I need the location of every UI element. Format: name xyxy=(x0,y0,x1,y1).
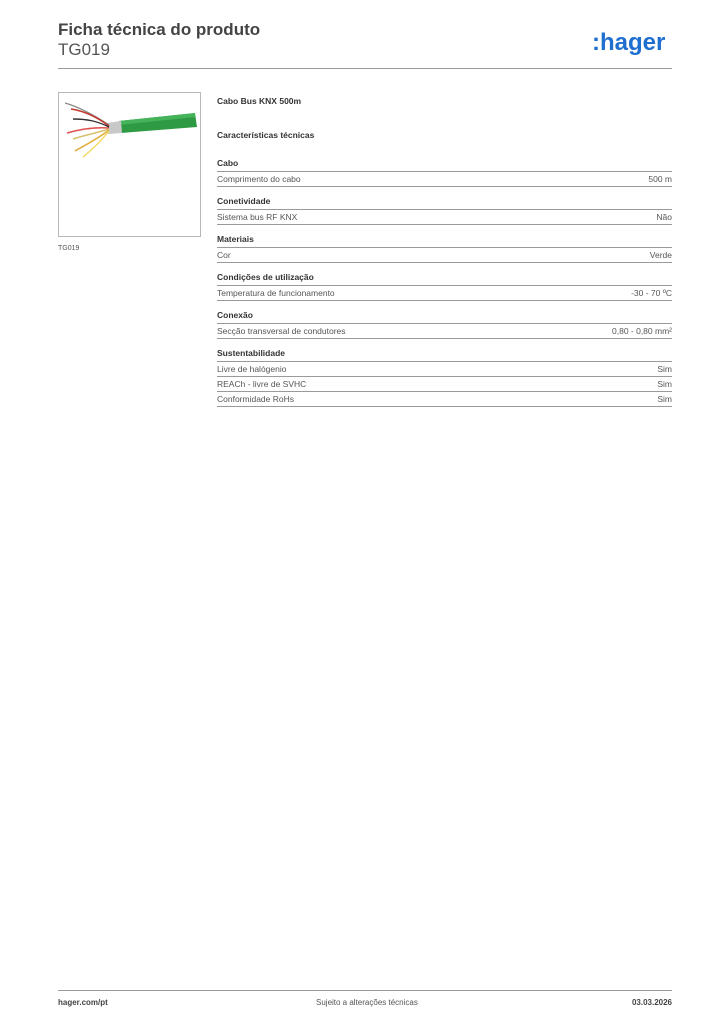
product-name: Cabo Bus KNX 500m xyxy=(217,96,302,106)
spec-group-title: Materiais xyxy=(217,234,672,248)
spec-label: Cor xyxy=(217,250,231,260)
hager-logo xyxy=(592,28,672,56)
spec-group-title: Cabo xyxy=(217,158,672,172)
specs-heading: Características técnicas xyxy=(217,130,315,140)
spec-label: Temperatura de funcionamento xyxy=(217,288,335,298)
footer-divider xyxy=(58,990,672,991)
spec-value: 500 m xyxy=(648,174,672,184)
header-divider xyxy=(58,68,672,69)
spec-row xyxy=(217,362,672,377)
spec-value: -30 - 70 ºC xyxy=(631,288,672,298)
spec-group-conetividade xyxy=(217,196,672,225)
page-header xyxy=(58,20,672,60)
website-link[interactable]: hager.com/pt xyxy=(58,998,108,1007)
spec-group-title: Conexão xyxy=(217,310,672,324)
spec-row xyxy=(217,286,672,301)
footer-date: 03.03.2026 xyxy=(631,998,672,1007)
spec-group-cabo xyxy=(217,158,672,187)
footer-notice: Sujeito a alterações técnicas xyxy=(316,998,418,1007)
cable-illustration xyxy=(59,93,200,236)
spec-label: Livre de halógenio xyxy=(217,364,287,374)
spec-label: Secção transversal de condutores xyxy=(217,326,346,336)
spec-row xyxy=(217,324,672,339)
product-image xyxy=(58,92,201,237)
spec-value: Sim xyxy=(657,379,672,389)
spec-group-condicoes xyxy=(217,272,672,301)
hager-logo-text: :hager xyxy=(592,29,666,56)
spec-group-title: Sustentabilidade xyxy=(217,348,672,362)
spec-label: Comprimento do cabo xyxy=(217,174,301,184)
spec-row xyxy=(217,172,672,187)
spec-group-materiais xyxy=(217,234,672,263)
spec-value: Verde xyxy=(649,250,672,260)
document-title: Ficha técnica do produto xyxy=(58,20,261,39)
spec-group-sustentabilidade xyxy=(217,348,672,407)
product-code: TG019 xyxy=(58,40,110,59)
spec-row xyxy=(217,377,672,392)
specifications xyxy=(217,96,672,416)
spec-value: Sim xyxy=(657,364,672,374)
spec-group-title: Condições de utilização xyxy=(217,272,672,286)
spec-value: Sim xyxy=(657,394,672,404)
spec-row xyxy=(217,248,672,263)
spec-row xyxy=(217,210,672,225)
spec-row xyxy=(217,392,672,407)
spec-value: 0,80 - 0,80 mm² xyxy=(612,326,672,336)
spec-label: REACh - livre de SVHC xyxy=(217,379,307,389)
spec-value: Não xyxy=(656,212,672,222)
spec-group-title: Conetividade xyxy=(217,196,672,210)
spec-label: Sistema bus RF KNX xyxy=(217,212,298,222)
spec-group-conexao xyxy=(217,310,672,339)
spec-label: Conformidade RoHs xyxy=(217,394,295,404)
image-caption: TG019 xyxy=(58,245,80,252)
